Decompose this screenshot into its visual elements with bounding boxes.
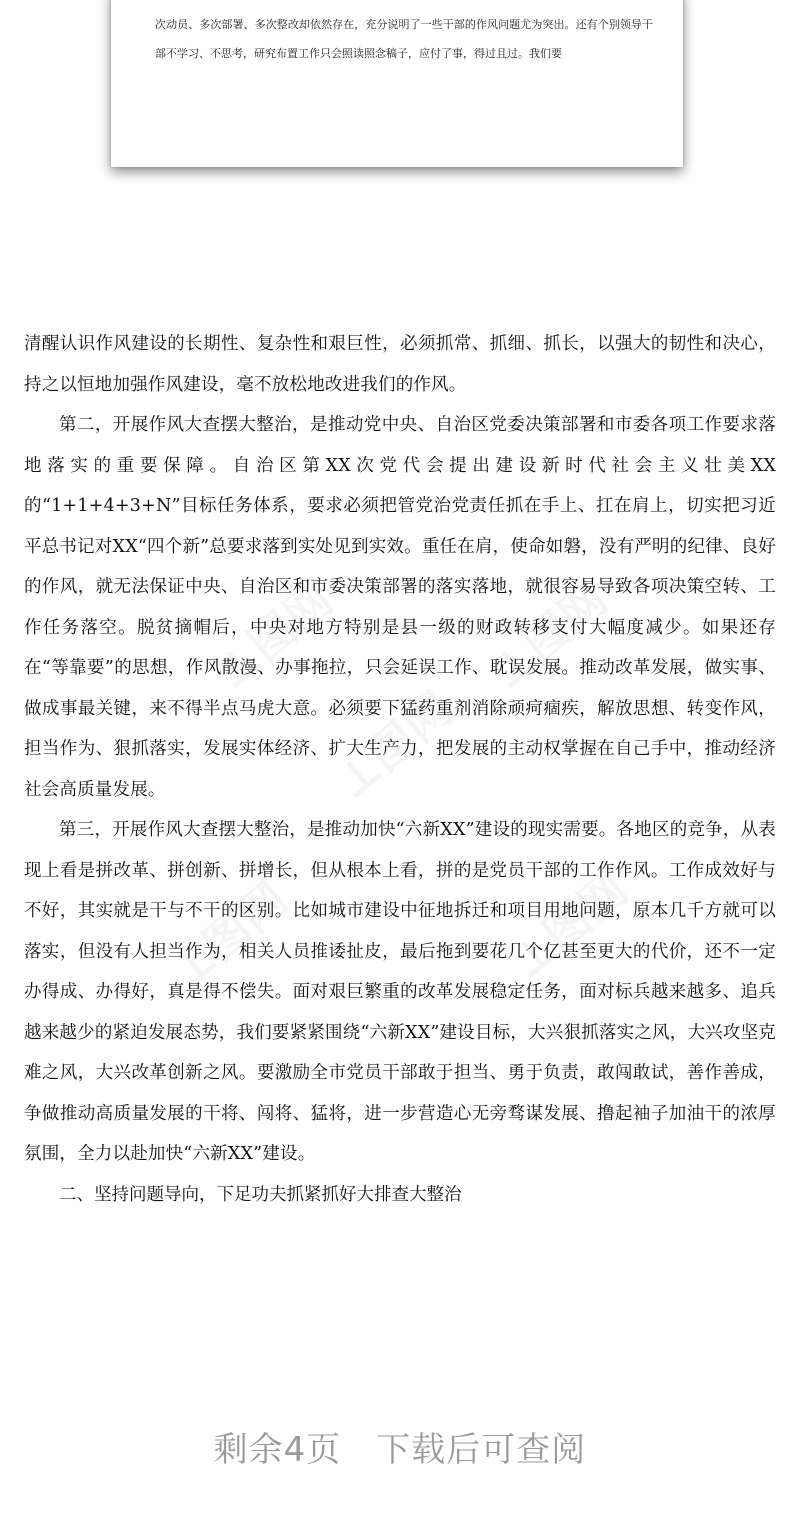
paragraph-2: 第二，开展作风大查摆大整治，是推动党中央、自治区党委决策部署和市委各项工作要求落地落实的重要保障。自治区第XX次党代会提出建设新时代社会主义壮美XX的“1+1+4+3+N”目标任务体系，要求必须把管党治党责任抓在手上、扛在肩上，切实把习近平总书记对XX“四个新”总要求落到实处见到实效。重任在肩，使命如磐，没有严明的纪律、良好的作风，就无法保证中央、自治区和市委决策部署的落实落地，就很容易导致各项决策空转、工作任务落空。脱贫摘帽后，中央对地方特别是县一级的财政转移支付大幅度减少。如果还存在“等靠要”的思想，作风散漫、办事拖拉，只会延误工作、耽误发展。推动改革发展，做实事、做成事最关键，来不得半点马虎大意。必须要下猛药重剂消除顽疴痼疾，解放思想、转变作风，担当作为、狠抓落实，发展实体经济、扩大生产力，把发展的主动权掌握在自己手中，推动经济社会高质量发展。 — [24, 415, 776, 800]
paragraph-3: 第三，开展作风大查摆大整治，是推动加快“六新XX”建设的现实需要。各地区的竞争，从表现上看是拼改革、拼创新、拼增长，但从根本上看，拼的是党员干部的工作作风。工作成效好与不好，其实就是干与不干的区别。比如城市建设中征地拆迁和项目用地问题，原本几千方就可以落实，但没有人担当作为，相关人员推诿扯皮，最后拖到要花几个亿甚至更大的代价，还不一定办得成、办得好，真是得不偿失。面对艰巨繁重的改革发展稳定任务，面对标兵越来越多、追兵越来越少的紧迫发展态势，我们要紧紧围绕“六新XX”建设目标，大兴狠抓落实之风，大兴攻坚克难之风，大兴改革创新之风。要激励全市党员干部敢于担当、勇于负责，敢闯敢试，善作善成，争做推动高质量发展的干将、闯将、猛将，进一步营造心无旁骛谋发展、撸起袖子加油干的浓厚氛围，全力以赴加快“六新XX”建设。 — [24, 820, 776, 1164]
preview-text: 次动员、多次部署、多次整改却依然存在，充分说明了一些干部的作风问题尤为突出。还有个别领导干部不学习、不思考，研究布置工作只会照读照念稿子，应付了事，得过且过。我们要 — [155, 18, 653, 60]
section-heading-2: 二、坚持问题导向，下足功夫抓紧抓好大排查大整治 — [59, 1184, 462, 1205]
paragraph-1: 清醒认识作风建设的长期性、复杂性和艰巨性，必须抓常、抓细、抓长，以强大的韧性和决心，持之以恒地加强作风建设，毫不放松地改进我们的作风。 — [24, 334, 776, 395]
document-body — [24, 324, 776, 1215]
preview-page-card — [111, 0, 683, 167]
remaining-pages-note[interactable]: 剩余4页 下载后可查阅 — [213, 1430, 587, 1470]
